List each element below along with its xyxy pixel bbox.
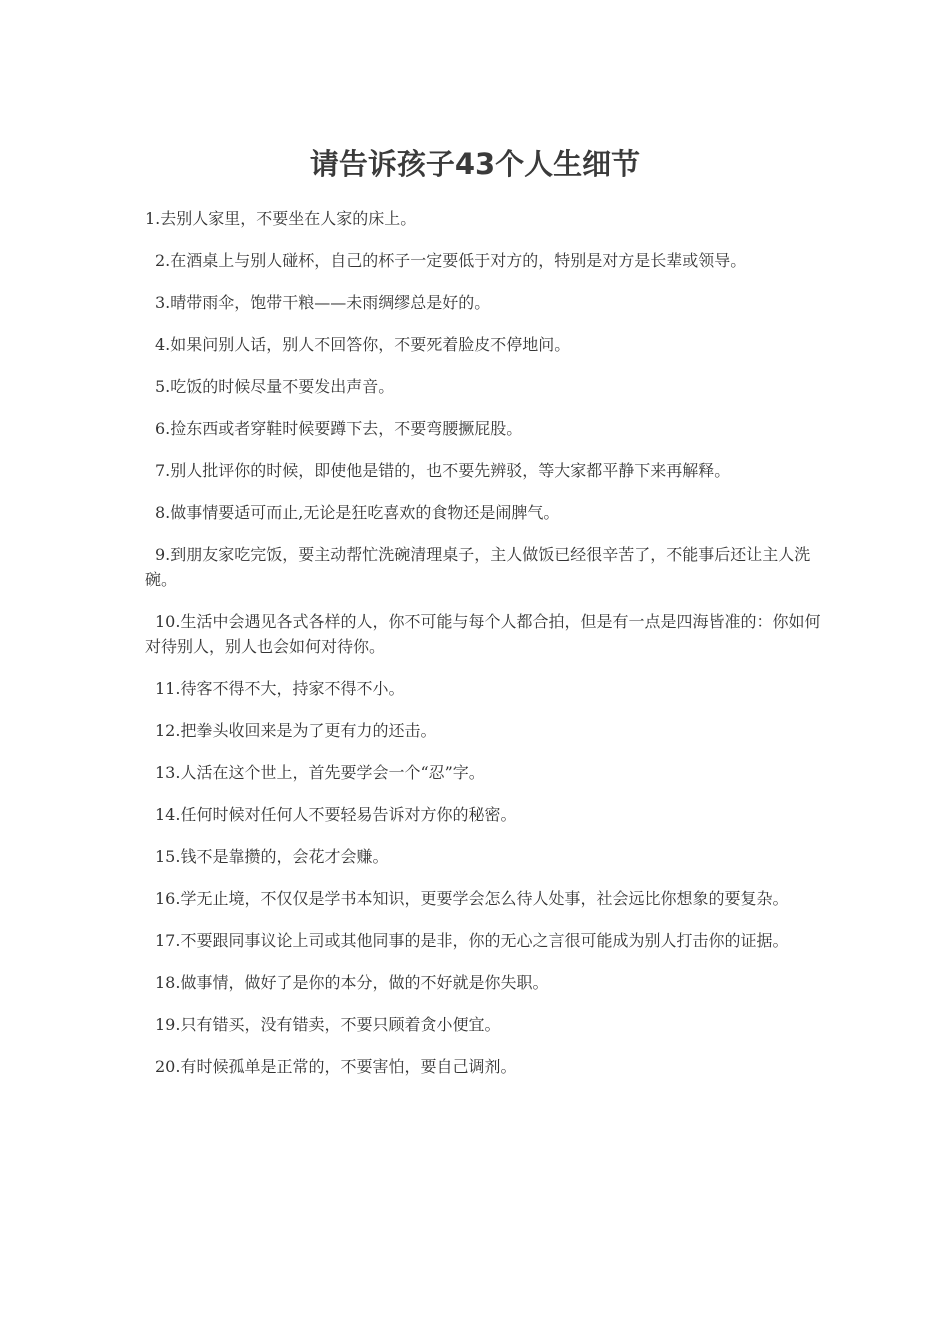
list-item (145, 332, 821, 357)
list-item (145, 290, 821, 315)
list-item-text: 3.晴带雨伞，饱带干粮——未雨绸缪总是好的。 (155, 293, 491, 312)
list-item-text: 15.钱不是靠攒的，会花才会赚。 (155, 847, 389, 866)
list-item-text: 19.只有错买，没有错卖，不要只顾着贪小便宜。 (155, 1015, 501, 1034)
list-item-text: 5.吃饭的时候尽量不要发出声音。 (155, 377, 395, 396)
list-item (145, 718, 821, 743)
list-item (145, 760, 821, 785)
list-item (145, 1012, 821, 1037)
list-item-text: 10.生活中会遇见各式各样的人，你不可能与每个人都合拍，但是有一点是四海皆准的：你如何对待别人，别人也会如何对待你。 (145, 612, 821, 656)
list-item-text: 17.不要跟同事议论上司或其他同事的是非，你的无心之言很可能成为别人打击你的证据。 (155, 931, 789, 950)
list-item (145, 500, 821, 525)
list-item (145, 970, 821, 995)
list-item-text: 20.有时候孤单是正常的，不要害怕，要自己调剂。 (155, 1057, 517, 1076)
list-item (145, 609, 821, 659)
list-item (145, 248, 821, 273)
list-item-text: 14.任何时候对任何人不要轻易告诉对方你的秘密。 (155, 805, 517, 824)
list-item (145, 416, 821, 441)
tips-list (145, 206, 821, 1096)
list-item-text: 16.学无止境，不仅仅是学书本知识，更要学会怎么待人处事，社会远比你想象的要复杂。 (155, 889, 789, 908)
page-title: 请告诉孩子43个人生细节 (309, 147, 641, 181)
list-item (145, 928, 821, 953)
list-item-text: 7.别人批评你的时候，即使他是错的，也不要先辨驳，等大家都平静下来再解释。 (155, 461, 731, 480)
list-item-text: 8.做事情要适可而止,无论是狂吃喜欢的食物还是闹脾气。 (155, 503, 560, 522)
list-item-text: 9.到朋友家吃完饭，要主动帮忙洗碗清理桌子，主人做饭已经很辛苦了，不能事后还让主人洗碗。 (145, 545, 811, 589)
list-item-text: 2.在酒桌上与别人碰杯，自己的杯子一定要低于对方的，特别是对方是长辈或领导。 (155, 251, 747, 270)
list-item-text: 1.去别人家里，不要坐在人家的床上。 (145, 209, 417, 228)
list-item-text: 13.人活在这个世上，首先要学会一个“忍”字。 (155, 763, 485, 782)
list-item-text: 6.捡东西或者穿鞋时候要蹲下去，不要弯腰撅屁股。 (155, 419, 523, 438)
list-item (145, 542, 821, 592)
list-item (145, 206, 821, 231)
list-item (145, 886, 821, 911)
list-item (145, 676, 821, 701)
list-item (145, 844, 821, 869)
list-item (145, 1054, 821, 1079)
list-item-text: 11.待客不得不大，持家不得不小。 (155, 679, 405, 698)
list-item (145, 458, 821, 483)
list-item (145, 374, 821, 399)
list-item-text: 12.把拳头收回来是为了更有力的还击。 (155, 721, 437, 740)
list-item (145, 802, 821, 827)
list-item-text: 18.做事情，做好了是你的本分，做的不好就是你失职。 (155, 973, 549, 992)
list-item-text: 4.如果问别人话，别人不回答你，不要死着脸皮不停地问。 (155, 335, 571, 354)
